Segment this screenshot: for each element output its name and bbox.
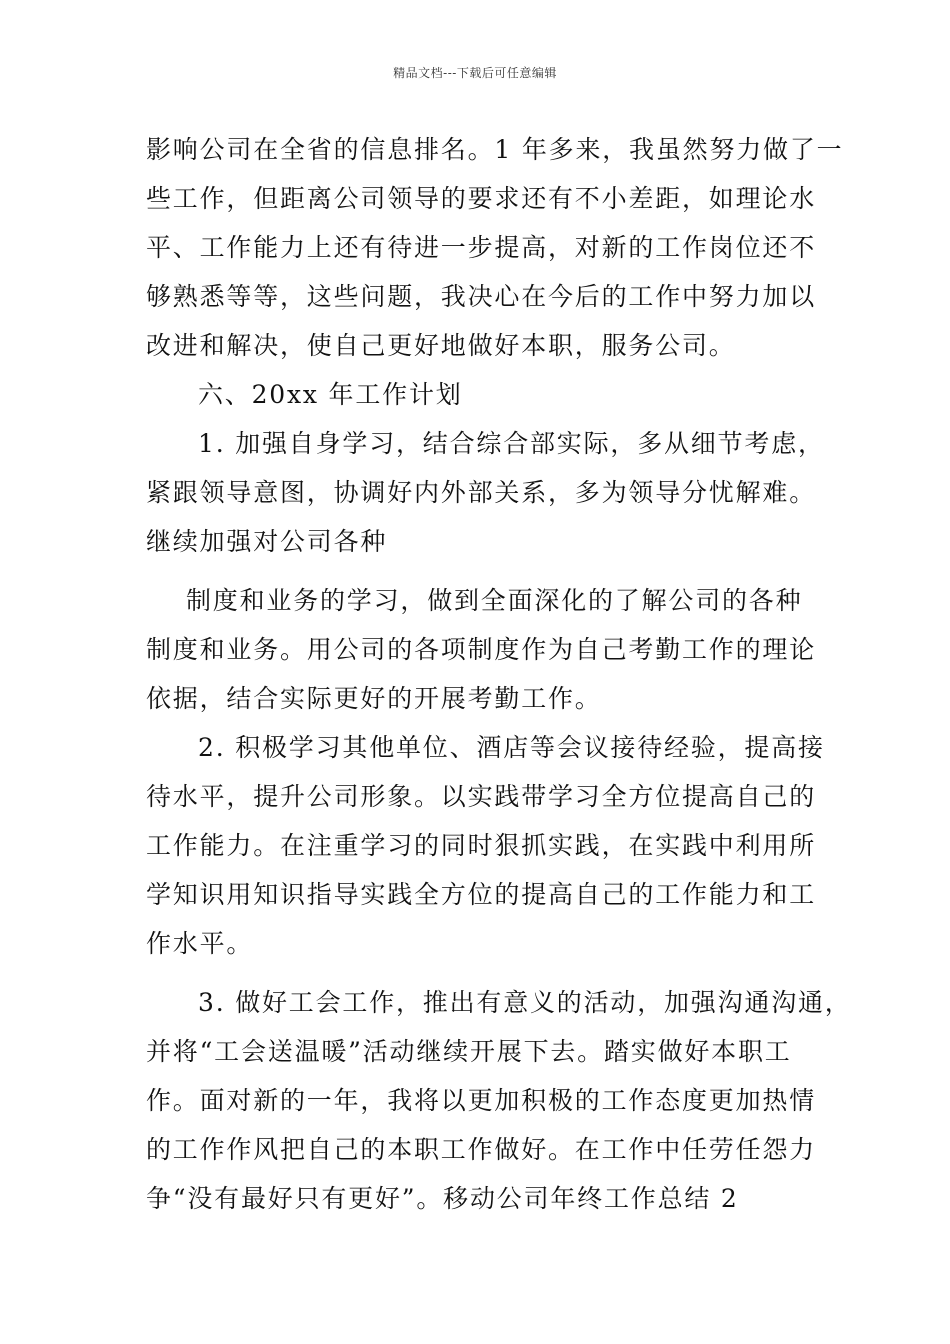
paragraph-line: 改进和解决，使自己更好地做好本职，服务公司。 xyxy=(146,331,736,360)
paragraph-line: 制度和业务。用公司的各项制度作为自己考勤工作的理论 xyxy=(146,635,817,664)
page-header: 精品文档---下载后可任意编辑 xyxy=(393,66,557,80)
paragraph-line: 紧跟领导意图，协调好内外部关系，多为领导分忧解难。 xyxy=(146,478,817,507)
paragraph-line: 些工作，但距离公司领导的要求还有不小差距，如理论水 xyxy=(146,184,817,213)
paragraph-line: 够熟悉等等，这些问题，我决心在今后的工作中努力加以 xyxy=(146,282,817,311)
paragraph-gap xyxy=(146,968,826,978)
paragraph-line: 并将“工会送温暖”活动继续开展下去。踏实做好本职工 xyxy=(146,1037,792,1066)
paragraph-line: 制度和业务的学习，做到全面深化的了解公司的各种 xyxy=(186,586,803,615)
paragraph-line: 的工作作风把自己的本职工作做好。在工作中任劳任怨力 xyxy=(146,1135,817,1164)
paragraph-line: 影响公司在全省的信息排名。1 年多来，我虽然努力做了一 xyxy=(146,135,844,164)
paragraph-line: 待水平，提升公司形象。以实践带学习全方位提高自己的 xyxy=(146,782,817,811)
paragraph-line: 争“没有最好只有更好”。移动公司年终工作总结 2 xyxy=(146,1184,739,1213)
paragraph-line: 作水平。 xyxy=(146,929,254,958)
paragraph-line: 3. 做好工会工作，推出有意义的活动，加强沟通沟通， xyxy=(198,988,852,1017)
paragraph-gap xyxy=(146,566,826,576)
document-body xyxy=(146,125,852,1223)
paragraph-line: 学知识用知识指导实践全方位的提高自己的工作能力和工 xyxy=(146,880,817,909)
section-heading: 六、20xx 年工作计划 xyxy=(198,380,463,409)
paragraph-line: 工作能力。在注重学习的同时狠抓实践，在实践中利用所 xyxy=(146,831,817,860)
paragraph-line: 继续加强对公司各种 xyxy=(146,527,388,556)
paragraph-line: 依据，结合实际更好的开展考勤工作。 xyxy=(146,684,602,713)
paragraph-line: 作。面对新的一年，我将以更加积极的工作态度更加热情 xyxy=(146,1086,817,1115)
paragraph-line: 2. 积极学习其他单位、酒店等会议接待经验，提高接 xyxy=(198,733,825,762)
paragraph-line: 平、工作能力上还有待进一步提高，对新的工作岗位还不 xyxy=(146,233,817,262)
paragraph-line: 1. 加强自身学习，结合综合部实际，多从细节考虑， xyxy=(198,429,825,458)
